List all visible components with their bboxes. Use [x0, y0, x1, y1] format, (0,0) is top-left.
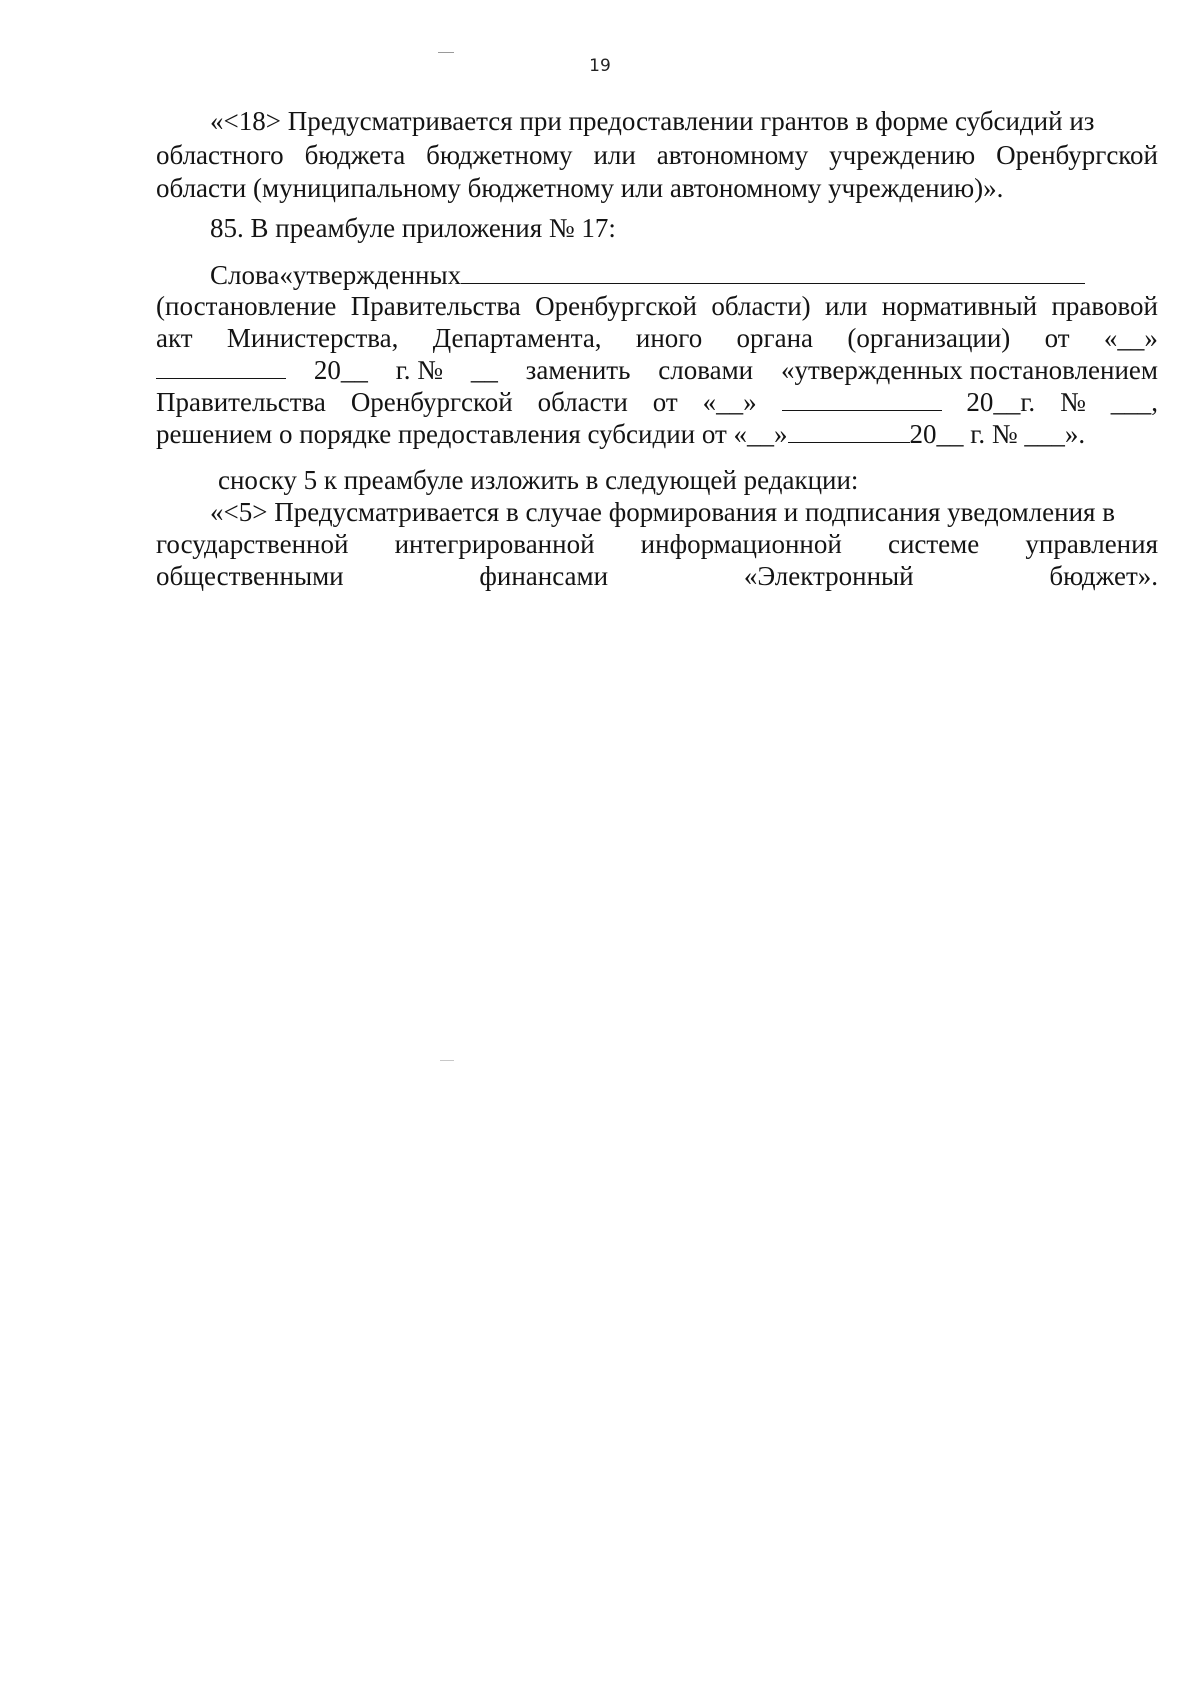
word: «утвержденных постановлением — [780, 355, 1158, 385]
word: Министерства, — [226, 323, 399, 353]
paragraph-line-5 — [156, 384, 1158, 420]
paragraph-line-2: (постановление Правительства Оренбургской области) или нормативный правовой — [156, 291, 1158, 321]
paragraph-line-3 — [156, 320, 1158, 356]
word: «__» — [1103, 323, 1158, 353]
word: __ — [470, 355, 498, 385]
word: области — [537, 387, 628, 417]
footnote-5-line-2: государственной интегрированной информационной системе управления — [156, 529, 1158, 559]
blank-line — [156, 354, 286, 379]
word: иного — [635, 323, 703, 353]
word: органа — [736, 323, 814, 353]
word: Правительства — [156, 387, 326, 417]
blank-line — [461, 259, 1085, 284]
word: г. № — [395, 355, 443, 385]
word: от — [1044, 323, 1070, 353]
footnote-18-line-2: областного бюджета бюджетному или автономному учреждению Оренбургской — [156, 140, 1158, 170]
word: 20__ — [313, 355, 368, 385]
word: 20__г. — [966, 387, 1036, 417]
paragraph-word-slova: Слова«утвержденных — [210, 260, 462, 290]
word: «__» — [702, 387, 757, 417]
paragraph-line-6-end: 20__ г. № ___». — [909, 419, 1086, 449]
word: заменить — [525, 355, 631, 385]
footnote-5-line-3: общественными финансами «Электронный бюджет». — [156, 561, 1158, 591]
footnote-18-line-3: области (муниципальному бюджетному или автономному учреждению)». — [156, 173, 1004, 203]
paragraph-line-4 — [156, 352, 1158, 388]
word: от — [652, 387, 678, 417]
word: (организации) — [847, 323, 1011, 353]
paragraph-line-6-start: решением о порядке предоставления субсидии от «__» — [156, 419, 788, 449]
word: № — [1060, 387, 1086, 417]
word: словами — [658, 355, 754, 385]
word: Департамента, — [432, 323, 602, 353]
paragraph-line-6 — [156, 416, 1158, 452]
word: Оренбургской — [350, 387, 513, 417]
footnote-5-line-1: «<5> Предусматривается в случае формирования и подписания уведомления в — [210, 497, 1115, 527]
blank-line — [788, 418, 910, 443]
word: ___, — [1110, 387, 1158, 417]
footnote-5-instruction: сноску 5 к преамбуле изложить в следующей редакции: — [218, 465, 859, 495]
item-85-heading: 85. В преамбуле приложения № 17: — [210, 213, 616, 243]
footnote-18-line-1: «<18> Предусматривается при предоставлении грантов в форме субсидий из — [210, 106, 1095, 136]
scan-artifact-middle — [440, 1060, 454, 1061]
word: акт — [156, 323, 193, 353]
blank-line — [782, 386, 942, 411]
scan-artifact-top — [438, 52, 454, 53]
page-number: 19 — [589, 56, 611, 76]
